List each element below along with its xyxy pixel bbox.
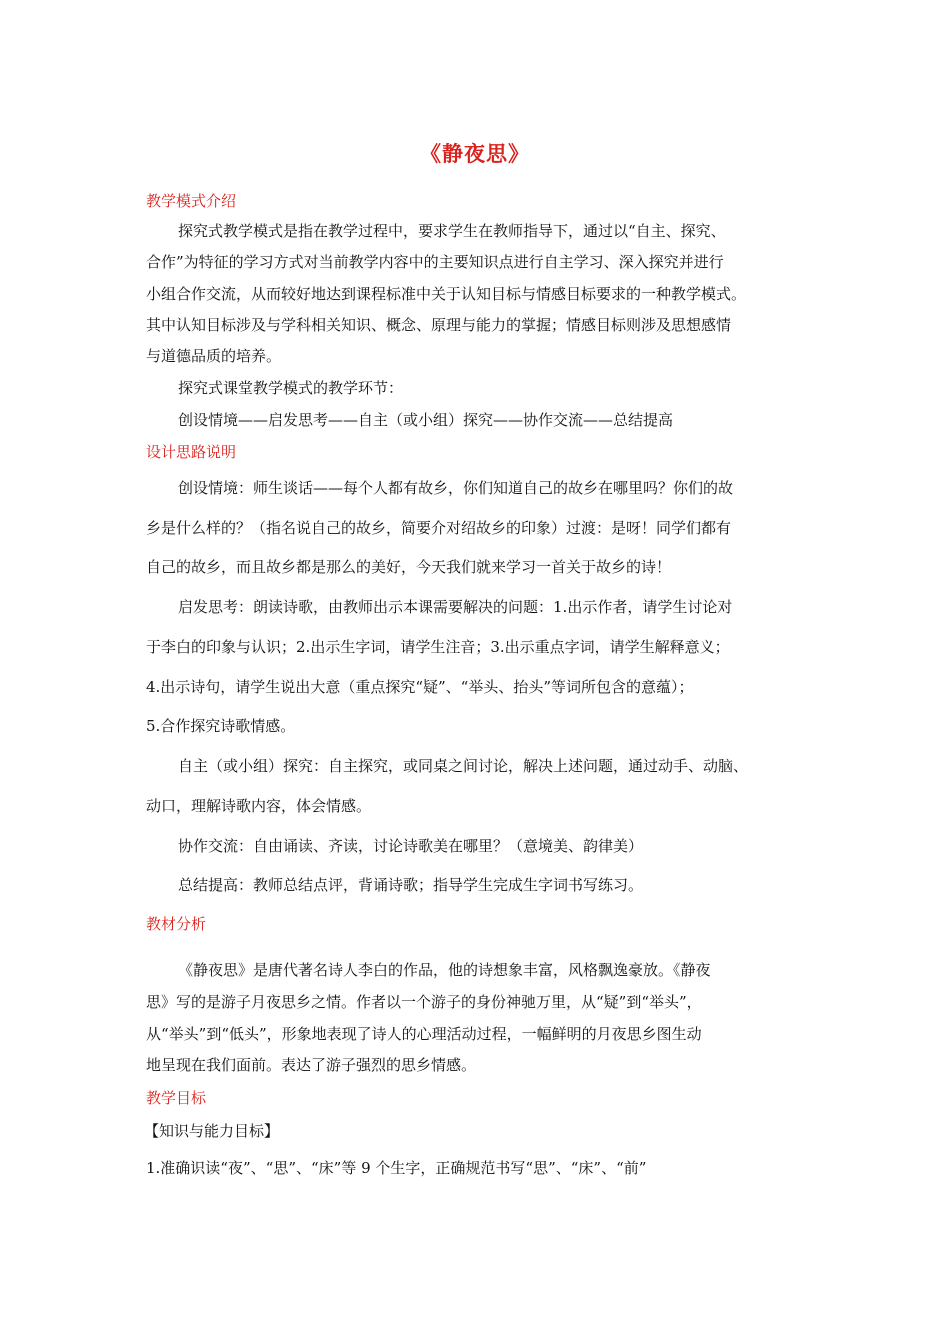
- paragraph-line: 合作”为特征的学习方式对当前教学内容中的主要知识点进行自主学习、深入探究并进行: [146, 253, 724, 271]
- paragraph-line: 启发思考：朗读诗歌，由教师出示本课需要解决的问题：1.出示作者，请学生讨论对: [178, 598, 733, 616]
- paragraph-line: 自主（或小组）探究：自主探究，或同桌之间讨论，解决上述问题，通过动手、动脑、: [178, 757, 749, 775]
- document-title: 《静夜思》: [420, 141, 530, 166]
- paragraph-line: 协作交流：自由诵读、齐读，讨论诗歌美在哪里？（意境美、韵律美）: [178, 837, 644, 855]
- paragraph-line: 探究式课堂教学模式的教学环节：: [178, 379, 404, 397]
- paragraph-line: 5.合作探究诗歌情感。: [146, 717, 296, 735]
- section-heading-goals: 教学目标: [146, 1089, 207, 1107]
- paragraph-line: 地呈现在我们面前。表达了游子强烈的思乡情感。: [146, 1056, 477, 1074]
- paragraph-line: 小组合作交流，从而较好地达到课程标准中关于认知目标与情感目标要求的一种教学模式。: [146, 285, 747, 303]
- paragraph-line: 从“举头”到“低头”，形象地表现了诗人的心理活动过程，一幅鲜明的月夜思乡图生动: [146, 1025, 702, 1043]
- paragraph-line: 4.出示诗句，请学生说出大意（重点探究“疑”、“举头、抬头”等词所包含的意蕴）；: [146, 678, 694, 696]
- paragraph-line: 自己的故乡，而且故乡都是那么的美好，今天我们就来学习一首关于故乡的诗！: [146, 558, 672, 576]
- paragraph-line: 乡是什么样的？（指名说自己的故乡，简要介对绍故乡的印象）过渡：是呀！同学们都有: [146, 519, 732, 537]
- paragraph-line: 总结提高：教师总结点评，背诵诗歌；指导学生完成生字词书写练习。: [178, 876, 644, 894]
- paragraph-line: 与道德品质的培养。: [146, 347, 282, 365]
- paragraph-line: 1.准确识读“夜”、“思”、“床”等 9 个生字，正确规范书写“思”、“床”、“前”: [146, 1159, 647, 1177]
- paragraph-line: 创设情境——启发思考——自主（或小组）探究——协作交流——总结提高: [178, 411, 674, 429]
- paragraph-line: 创设情境：师生谈话——每个人都有故乡，你们知道自己的故乡在哪里吗？你们的故: [178, 479, 734, 497]
- paragraph-line: 于李白的印象与认识；2.出示生字词，请学生注音；3.出示重点字词，请学生解释意义；: [146, 638, 730, 656]
- section-heading-design: 设计思路说明: [146, 443, 237, 461]
- section-heading-mode: 教学模式介绍: [146, 192, 237, 210]
- paragraph-line: 其中认知目标涉及与学科相关知识、概念、原理与能力的掌握；情感目标则涉及思想感情: [146, 316, 732, 334]
- section-heading-analysis: 教材分析: [146, 915, 207, 933]
- paragraph-line: 《静夜思》是唐代著名诗人李白的作品，他的诗想象丰富，风格飘逸豪放。《静夜: [178, 961, 711, 979]
- paragraph-line: 探究式教学模式是指在教学过程中，要求学生在教师指导下，通过以“自主、探究、: [178, 222, 726, 240]
- paragraph-line: 动口，理解诗歌内容，体会情感。: [146, 797, 372, 815]
- subheading: 【知识与能力目标】: [144, 1122, 280, 1140]
- paragraph-line: 思》写的是游子月夜思乡之情。作者以一个游子的身份神驰万里，从“疑”到“举头”，: [146, 993, 702, 1011]
